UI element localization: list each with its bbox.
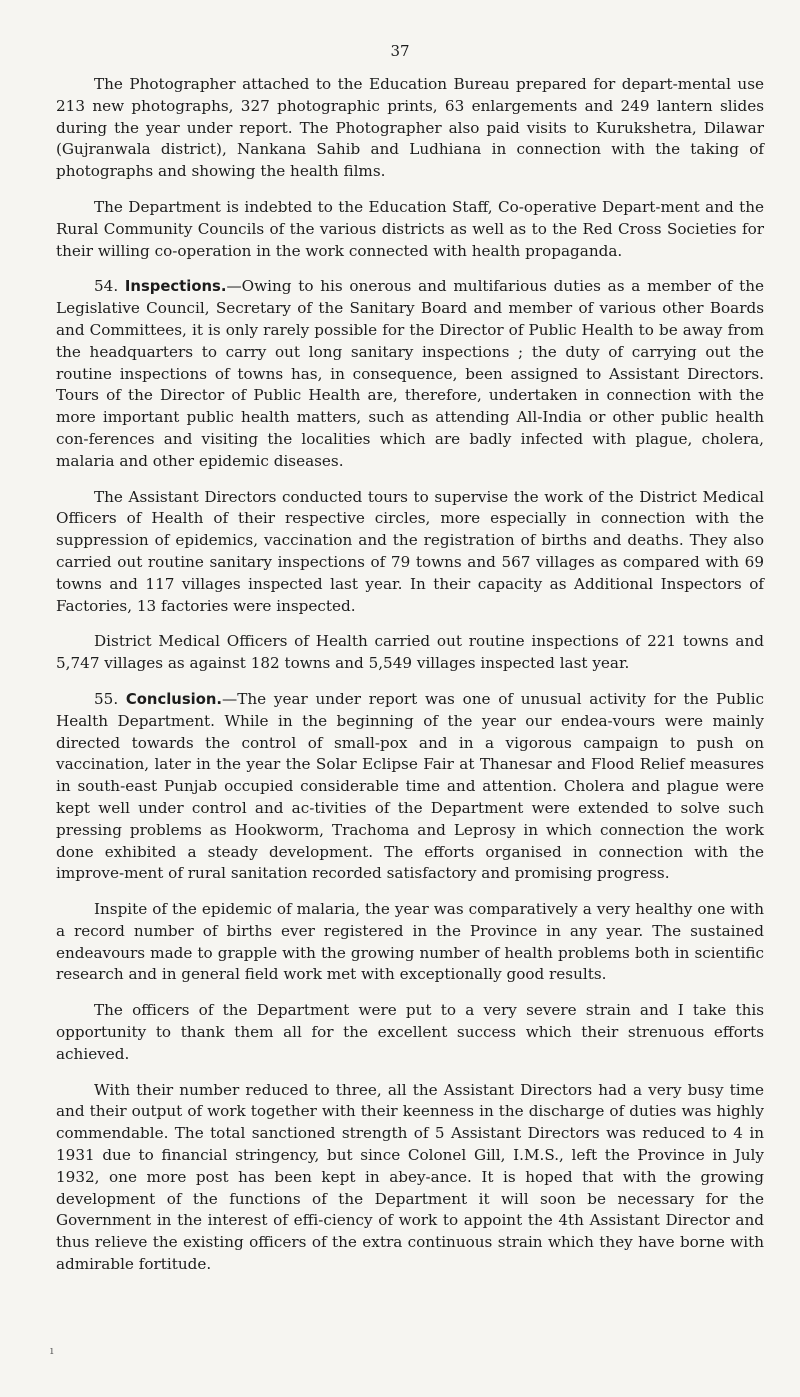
section-heading-conclusion: Conclusion. (125, 690, 223, 708)
section-heading-inspections: Inspections. (124, 278, 227, 296)
paragraph-officers-thanks (56, 1000, 764, 1065)
section-number: 55. (94, 689, 119, 708)
section-54-inspections (56, 276, 764, 472)
page-number: 37 (390, 42, 410, 60)
paragraph-text: The Photographer attached to the Education Bureau prepared for depart-mental use 213 new photographs, 327 photographic prints, 63 enlargements and 249 lantern slides during the year under report. The Photographer also paid visits to Kurukshetra, Dilawar (Gujranwala district), Nankana Sahib and Ludhiana in connection with the taking of photographs and showing the health films. (56, 75, 764, 181)
paragraph-text: District Medical Officers of Health carried out routine inspections of 221 towns and 5,747 villages as against 182 towns and 5,549 villages inspected last year. (56, 632, 764, 673)
paragraph-acknowledgement (56, 197, 764, 262)
paragraph-staff-strength (56, 1080, 764, 1276)
paragraph-text: Inspite of the epidemic of malaria, the year was comparatively a very healthy one with a record number of births ever registered in the Province in any year. The sustained endeavours made to grapple with the growing number of health problems both in scientific research and in general field work met with exceptionally good results. (56, 900, 764, 984)
paragraph-text: —Owing to his onerous and multifarious duties as a member of the Legislative Council, Secretary of the Sanitary Board and member of various other Boards and Committees, it is only rarely possible for the Director of Public Health to be away from the headquarters to carry out long sanitary inspections ; the duty of carrying out the routine inspections of towns has, in consequence, been assigned to Assistant Directors. Tours of the Director of Public Health are, therefore, undertaken in connection with the more important public health matters, such as attending All-India or other public health con-ferences and visiting the localities which are badly infected with plague, cholera, malaria and other epidemic diseases. (56, 277, 765, 470)
paragraph-text: The Department is indebted to the Education Staff, Co-operative Depart-ment and the Rural Community Councils of the various districts as well as to the Red Cross Societies for their willing co-operation in the work connected with health propaganda. (56, 197, 764, 260)
paragraph-text: —The year under report was one of unusual activity for the Public Health Department. While in the beginning of the year our endea-vours were mainly directed towards the control of small-pox and in a vigorous campaign to push on vaccination, later in the year the Solar Eclipse Fair at Thanesar and Flood Relief measures in south-east Punjab occupied considerable time and attention. Cholera and plague were kept well under control and ac-tivities of the Department were extended to solve such pressing problems as Hookworm, Trachoma and Leprosy in which connection the work done exhibited a steady development. The efforts organised in connection with the improve-ment of rural sanitation recorded satisfactory and promising progress. (56, 689, 764, 883)
paragraph-photographer (56, 74, 764, 183)
paragraph-assistant-directors (56, 487, 764, 618)
paragraph-district-officers (56, 631, 764, 675)
paragraph-text: The officers of the Department were put to a very severe strain and I take this opportunity to thank them all for the excellent success which their strenuous efforts achieved. (56, 1001, 764, 1063)
paragraph-text: The Assistant Directors conducted tours to supervise the work of the District Medical Officers of Health of their respective circles, more especially in connection with the suppression of epidemics, vaccination and the registration of births and deaths. They also carried out routine sanitary inspections of 79 towns and 567 villages as compared with 69 towns and 117 villages inspected last year. In their capacity as Additional Inspectors of Factories, 13 factories were inspected. (56, 487, 764, 615)
scan-mark: ı (50, 1344, 54, 1357)
section-number: 54. (94, 277, 119, 296)
paragraph-malaria (56, 899, 764, 986)
paragraph-text: With their number reduced to three, all the Assistant Directors had a very busy time and their output of work together with their keenness in the discharge of duties was highly commendable. The total sanctioned strength of 5 Assistant Directors was reduced to 4 in 1931 due to financial stringency, but since Colonel Gill, I.M.S., left the Province in July 1932, one more post has been kept in abey-ance. It is hoped that with the growing development of the functions of the Department it will soon be necessary for the Government in the interest of effi-ciency of work to appoint the 4th Assistant Director and thus relieve the existing officers of the extra continuous strain which they have borne with admirable fortitude. (56, 1080, 764, 1274)
section-55-conclusion (56, 689, 764, 885)
report-text (56, 74, 764, 1290)
